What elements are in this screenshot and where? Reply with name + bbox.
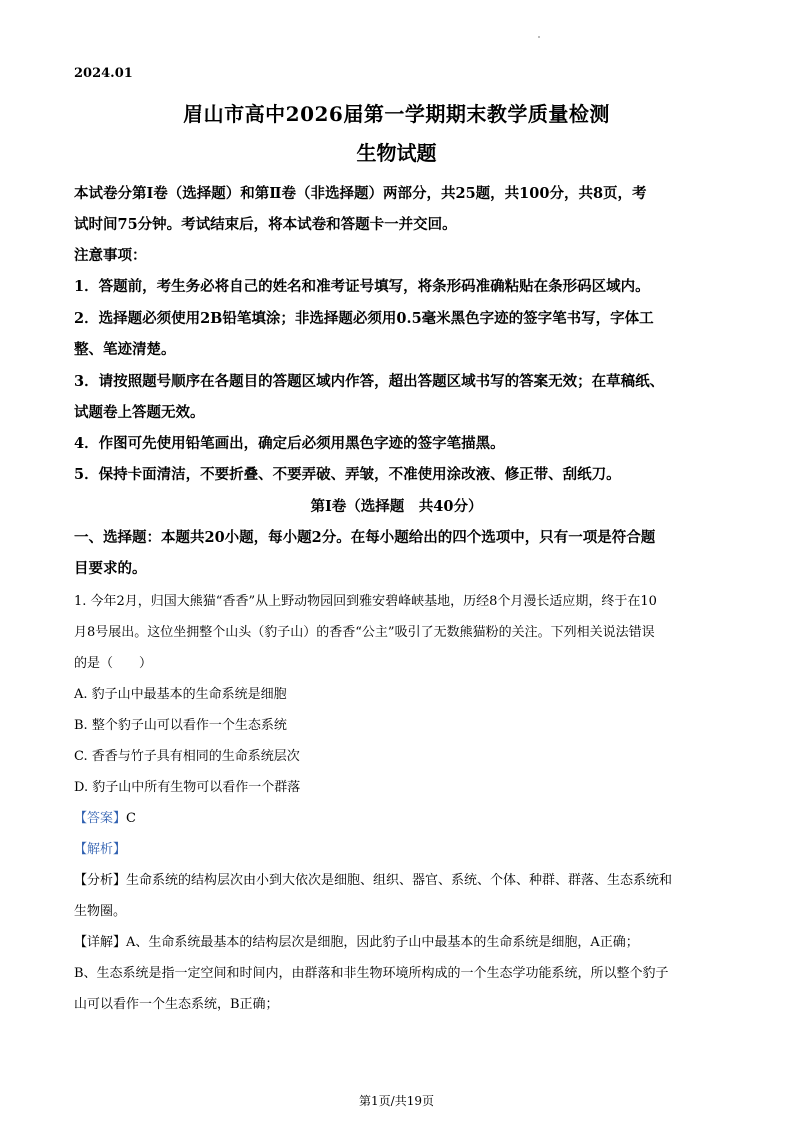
- fenxi-line-1: [74, 869, 724, 888]
- intro-line-2: 试时间75分钟。考试结束后，将本试卷和答题卡一并交回。: [74, 216, 457, 233]
- section-instruction-1: 一、选择题：本题共20小题，每小题2分。在每小题给出的四个选项中，只有一项是符合题: [74, 529, 656, 546]
- page-number: 第1页/共19页: [359, 1094, 434, 1108]
- notice-item-3b: 试题卷上答题无效。: [74, 404, 205, 421]
- xiangjie-line-2: B、生态系统是指一定空间和时间内，由群落和非生物环境所构成的一个生态学功能系统，所以整个豹子: [74, 966, 669, 981]
- xiangjie-line-3: 山可以看作一个生态系统，B正确；: [74, 997, 279, 1012]
- exam-date: 2024.01: [74, 66, 133, 81]
- question-stem-1: 1. 今年2月，归国大熊猫“香香”从上野动物园回到雅安碧峰峡基地，历经8个月漫长适应期，终于在10: [74, 594, 657, 609]
- notice-item-5: 5．保持卡面清洁，不要折叠、不要弄破、弄皱，不准使用涂改液、修正带、刮纸刀。: [74, 466, 621, 483]
- answer-value: C: [126, 811, 136, 826]
- option-a: A. 豹子山中最基本的生命系统是细胞: [74, 687, 287, 702]
- section-instruction-2: 目要求的。: [74, 560, 147, 577]
- notice-item-2b: 整、笔迹清楚。: [74, 341, 176, 358]
- scan-dot: [538, 36, 540, 38]
- intro-line-1: 本试卷分第Ⅰ卷（选择题）和第Ⅱ卷（非选择题）两部分，共25题，共100分，共8页，考: [74, 185, 647, 202]
- analysis-label: 【解析】: [74, 842, 127, 857]
- option-c: C. 香香与竹子具有相同的生命系统层次: [74, 749, 300, 764]
- xiangjie-label: 【详解】: [74, 935, 127, 950]
- notice-label: 注意事项：: [74, 247, 147, 264]
- notice-item-3a: 3．请按照题号顺序在各题目的答题区域内作答，超出答题区域书写的答案无效；在草稿纸、: [74, 373, 665, 390]
- option-b: B. 整个豹子山可以看作一个生态系统: [74, 718, 287, 733]
- fenxi-text-1: 生命系统的结构层次由小到大依次是细胞、组织、器官、系统、个体、种群、群落、生态系统和: [126, 873, 673, 888]
- notice-item-4: 4．作图可先使用铅笔画出，确定后必须用黑色字迹的签字笔描黑。: [74, 435, 505, 452]
- subject-title: 生物试题: [356, 141, 437, 165]
- option-d: D. 豹子山中所有生物可以看作一个群落: [74, 780, 301, 795]
- notice-item-2a: 2．选择题必须使用2B铅笔填涂；非选择题必须用0.5毫米黑色字迹的签字笔书写，字体工: [74, 310, 654, 327]
- xiangjie-text-1: A、生命系统最基本的结构层次是细胞，因此豹子山中最基本的生命系统是细胞，A正确；: [126, 935, 639, 950]
- exam-title: 眉山市高中2026届第一学期期末教学质量检测: [183, 102, 610, 126]
- section-heading: 第Ⅰ卷（选择题 共40分）: [310, 498, 483, 515]
- question-stem-2: 月8号展出。这位坐拥整个山头（豹子山）的香香“公主”吸引了无数熊猫粉的关注。下列相关说法错误: [74, 625, 655, 640]
- question-stem-3: 的是（ ）: [74, 656, 153, 671]
- xiangjie-line-1: [74, 931, 724, 950]
- answer-line: [74, 807, 724, 826]
- notice-item-1: 1．答题前，考生务必将自己的姓名和准考证号填写，将条形码准确粘贴在条形码区域内。: [74, 278, 650, 295]
- fenxi-line-2: 生物圈。: [74, 904, 127, 919]
- answer-label: 【答案】: [74, 811, 127, 826]
- analysis-line: [74, 838, 724, 857]
- fenxi-label: 【分析】: [74, 873, 127, 888]
